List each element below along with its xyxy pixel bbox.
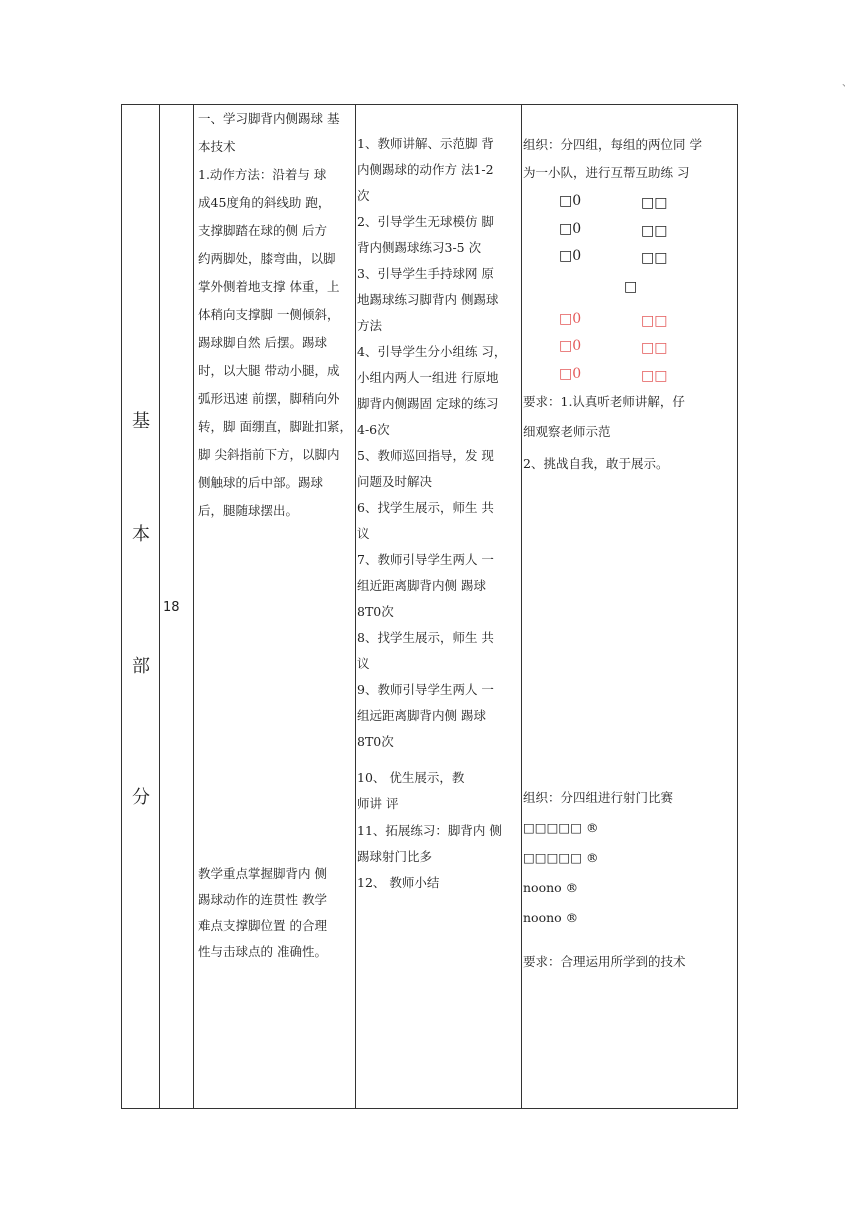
group-marker-red: □0 [559,311,582,327]
content-line: 一、学习脚背内侧踢球 基 [198,111,340,126]
teacher-line: 8T0次 [357,604,394,619]
group-marker-red: □0 [559,338,582,354]
content-line: 脚 尖斜指前下方，以脚内 [198,447,340,462]
organization-line: 为一小队，进行互帮互助练 习 [523,165,690,180]
group-marker: □0 [559,248,582,264]
content-line: 成45度角的斜线助 跑， [198,195,331,210]
section-char: 分 [132,787,150,808]
organization-line: 组织：分四组，每组的两位同 学 [523,137,702,152]
group-marker: □0 [559,221,582,237]
group-marker-red: □□ [641,340,668,356]
lesson-table [121,104,738,1109]
content-column [198,105,354,1108]
teacher-line: 小组内两人一组进 行原地 [357,370,499,385]
key-point-line: 性与击球点的 准确性。 [198,944,327,959]
content-line: 掌外侧着地支撑 体重，上 [198,279,340,294]
teacher-line: 师讲 评 [357,796,399,811]
corner-mark: 、 [842,78,852,89]
requirement-line: 要求：合理运用所学到的技术 [523,954,686,969]
content-line: 时，以大腿 带动小腿，成 [198,363,340,378]
column-divider [159,105,160,1108]
contest-row: □□□□□ ® [523,820,599,835]
content-line: 约两脚处，膝弯曲，以脚 [198,251,336,266]
group-marker-red: □□ [641,313,668,329]
teacher-line: 4、引导学生分小组练 习， [357,344,507,359]
teacher-line: 7、教师引导学生两人 一 [357,552,494,567]
group-marker: □□ [641,250,668,266]
teacher-line: 背内侧踢球练习3-5 次 [357,240,482,255]
teacher-line: 次 [357,188,370,203]
group-marker: □□ [641,195,668,211]
teacher-line: 5、教师巡回指导，发 现 [357,448,494,463]
teacher-line: 议 [357,526,370,541]
teacher-line: 4-6次 [357,422,390,437]
section-char: 部 [132,656,150,677]
content-line: 后，腿随球摆出。 [198,503,299,518]
content-line: 本技术 [198,139,236,154]
content-line: 1.动作方法：沿着与 球 [198,167,327,182]
key-point-line: 教学重点掌握脚背内 侧 [198,866,327,881]
teacher-marker: □ [624,279,638,295]
content-line: 体稍向支撑脚 一侧倾斜， [198,307,340,322]
requirement-line: 2、挑战自我，敢于展示。 [523,456,669,471]
teacher-line: 8T0次 [357,734,394,749]
content-line: 踢球脚自然 后摆。踢球 [198,335,327,350]
teacher-line: 踢球射门比多 [357,849,433,864]
content-line: 支撑脚踏在球的侧 后方 [198,223,327,238]
group-marker-red: □□ [641,368,668,384]
teacher-line: 3、引导学生手持球网 原 [357,266,494,281]
teacher-line: 12、 教师小结 [357,875,440,890]
requirement-line: 要求：1.认真听老师讲解，仔 [523,394,685,409]
group-marker-red: □0 [559,366,582,382]
column-divider [521,105,522,1108]
contest-row: noono ® [523,880,579,895]
teacher-line: 1、教师讲解、示范脚 背 [357,136,494,151]
contest-title: 组织：分四组进行射门比赛 [523,790,674,805]
content-line: 弧形迅速 前摆，脚稍向外 [198,391,340,406]
duration-minutes: 18 [163,600,180,615]
teacher-line: 脚背内侧踢固 定球的练习 [357,396,499,411]
teacher-column [357,105,521,1108]
teacher-line: 6、找学生展示，师生 共 [357,500,494,515]
teacher-line: 8、找学生展示，师生 共 [357,630,494,645]
group-marker: □0 [559,193,582,209]
teacher-line: 议 [357,656,370,671]
teacher-line: 方法 [357,318,383,333]
content-line: 侧触球的后中部。踢球 [198,475,324,490]
teacher-line: 组远距离脚背内侧 踢球 [357,708,486,723]
section-char: 基 [132,411,150,432]
teacher-line: 组近距离脚背内侧 踢球 [357,578,486,593]
section-char: 本 [132,524,150,545]
key-point-line: 难点支撑脚位置 的合理 [198,918,327,933]
teacher-line: 9、教师引导学生两人 一 [357,682,494,697]
teacher-line: 11、拓展练习：脚背内 侧 [357,823,502,838]
contest-row: noono ® [523,910,579,925]
group-marker: □□ [641,223,668,239]
contest-row: □□□□□ ® [523,850,599,865]
teacher-line: 2、引导学生无球模仿 脚 [357,214,494,229]
teacher-line: 10、 优生展示，教 [357,770,465,785]
teacher-line: 地踢球练习脚背内 侧踢球 [357,292,499,307]
column-divider [355,105,356,1108]
organization-column [523,105,737,1108]
key-point-line: 踢球动作的连贯性 教学 [198,892,327,907]
teacher-line: 问题及时解决 [357,474,433,489]
teacher-line: 内侧踢球的动作方 法1-2 [357,162,494,177]
column-divider [193,105,194,1108]
content-line: 转，脚 面绷直，脚趾扣紧， [198,419,352,434]
requirement-line: 细观察老师示范 [523,424,611,439]
